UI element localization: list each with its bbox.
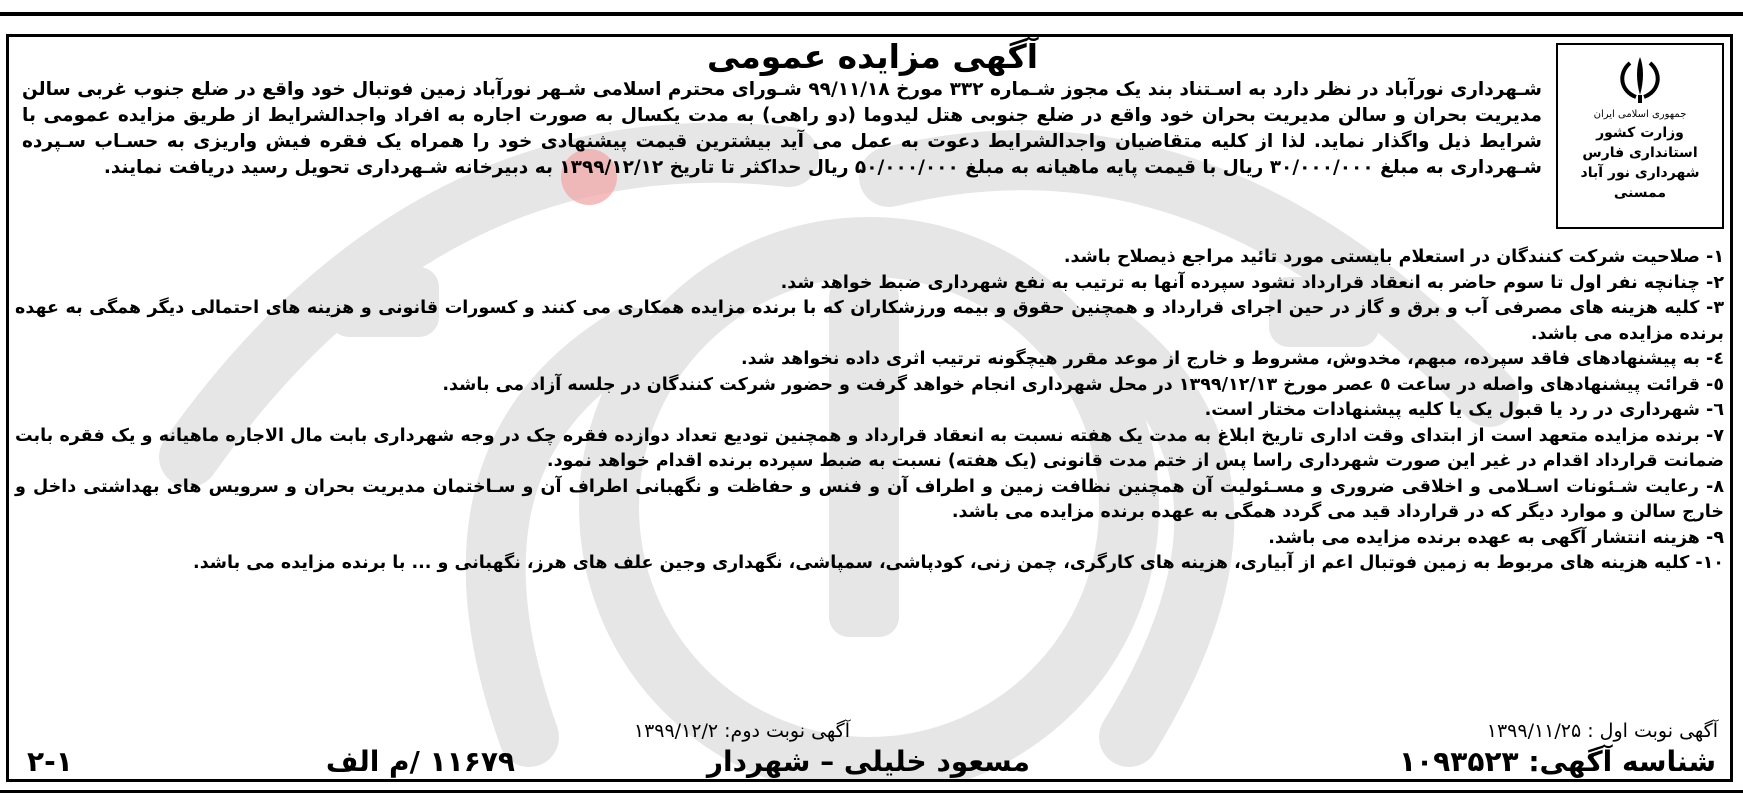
emblem-caption: جمهوری اسلامی ایران xyxy=(1593,109,1687,120)
condition-item: ۳- کلیه هزینه های مصرفی آب و برق و گاز در حین اجرای قرارداد و همچنین حقوق و بیمه ورزشکاران که با برنده مزایده همکاری می کنند و کسورات قانونی و هزینه های احتمالی دیگر همگی به عهده برنده مزایده می باشد. xyxy=(15,298,1724,344)
emblem-governorate: استانداری فارس xyxy=(1582,145,1698,161)
first-publication-date: آگهی نوبت اول : ۱۳۹۹/۱۱/۲۵ xyxy=(1486,720,1718,742)
notice-title: آگهی مزایده عمومی xyxy=(706,37,1039,76)
emblem-ministry: وزارت کشور xyxy=(1596,125,1684,141)
notice-intro: شـهرداری نورآباد در نظر دارد به اسـتناد بند یک مجوز شـماره ۳۳۲ مورخ ۹۹/۱۱/۱۸ شـورای محترم اسلامی شـهر نورآباد زمین فوتبال خود واقع در ضلع جنوب غربی سالن مدیریت بحران و سالن مدیریت بحران خود واقع در ضلع جنوبی هتل لیدوما (دو راهی) به مدت یکسال به صورت اجاره به افراد واجدالشرایط از طریق مزایده عمومی با شرایط ذیل واگذار نماید. لذا از کلیه متقاضیان واجدالشرایط دعوت به عمل می آید بیشترین قیمت پیشنهادی خود را همراه یک فقره فیش واریزی به حسـاب سـپرده شـهرداری به مبلغ ۳۰/۰۰۰/۰۰۰ ریال با قیمت پایه ماهیانه به مبلغ ۵۰/۰۰۰/۰۰۰ ریال حداکثر تا تاریخ ۱۳۹۹/۱۲/۱۲ به دبیرخانه شـهرداری تحویل رسید دریافت نمایند. xyxy=(22,79,1542,178)
condition-item: ۹- هزینه انتشار آگهی به عهده برنده مزایده می باشد. xyxy=(1268,527,1724,548)
condition-item: ۱۰- کلیه هزینه های مربوط به زمین فوتبال اعم از آبیاری، هزینه های کارگری، چمن زنی، کودپاشی، سمپاشی، نگهداری وجین علف های هرز، نگهبانی و ... با برنده مزایده می باشد. xyxy=(193,553,1724,573)
condition-item: ٤- به پیشنهادهای فاقد سپرده، مبهم، مخدوش، مشروط و خارج از موعد مقرر هیچگونه ترتیب اثری داده نخواهد شد. xyxy=(741,349,1724,369)
reference-number: ۱۱۶۷۹ /م الف xyxy=(325,745,515,778)
condition-item: ٦- شهرداری در رد یا قبول یک یا کلیه پیشنهادات مختار است. xyxy=(1204,400,1724,420)
condition-item: ۲- چنانچه نفر اول تا سوم حاضر به انعقاد قرارداد نشود سپرده آنها به ترتیب به نفع شهرداری ضبط خواهد شد. xyxy=(780,272,1724,293)
condition-item: ۷- برنده مزایده متعهد است از ابتدای وقت اداری تاریخ ابلاغ به مدت یک هفته نسبت به انعقاد قرارداد و همچنین تودیع تعداد دوازده فقره چک در وجه شهرداری بابت مال الاجاره ماهیانه و یک فقره بابت ضمانت قرارداد اقدام در غیر این صورت شهرداری راسا پس از ختم مدت قانونی (یک هفته) نسبت به ضبط سپرده برنده اقدام خواهد نمود. xyxy=(15,425,1724,471)
second-publication-date: آگهی نوبت دوم: ۱۳۹۹/۱۲/۲ xyxy=(633,720,850,742)
page-number: ۲-۱ xyxy=(27,745,73,778)
ad-identifier: شناسه آگهی: ۱۰۹۳۵۲۳ xyxy=(1398,745,1716,778)
bottom-rule xyxy=(0,790,1743,793)
signer-name: مسعود خلیلی – شهردار xyxy=(706,745,1030,778)
conditions-list xyxy=(15,245,1724,577)
condition-item: ٥- قرائت پیشنهادهای واصله در ساعت ٥ عصر مورخ ۱۳۹۹/۱۲/۱۳ در محل شهرداری انجام خواهد گرفت و حضور شرکت کنندگان در جلسه آزاد می باشد. xyxy=(442,374,1724,395)
emblem-municipality: شهرداری نور آباد ممسنی xyxy=(1580,165,1700,201)
notice-frame xyxy=(6,34,1733,782)
condition-item: ۱- صلاحیت شرکت کنندگان در استعلام بایستی مورد تائید مراجع ذیصلاح باشد. xyxy=(1063,247,1724,267)
condition-item: ۸- رعایت شـئونات اسـلامی و اخلاقی ضروری و مسـئولیت آن همچنین نظافت زمین و اطراف آن و فنس و حفاظت و نگهبانی اطراف آن و سـاختمان مدیریت بحران و سرویس های بهداشتی داخل و خارج سالن و موارد دیگر که در قرارداد قید می گردد همگی به عهده برنده مزایده می باشد. xyxy=(15,476,1724,522)
top-rule xyxy=(0,12,1743,16)
